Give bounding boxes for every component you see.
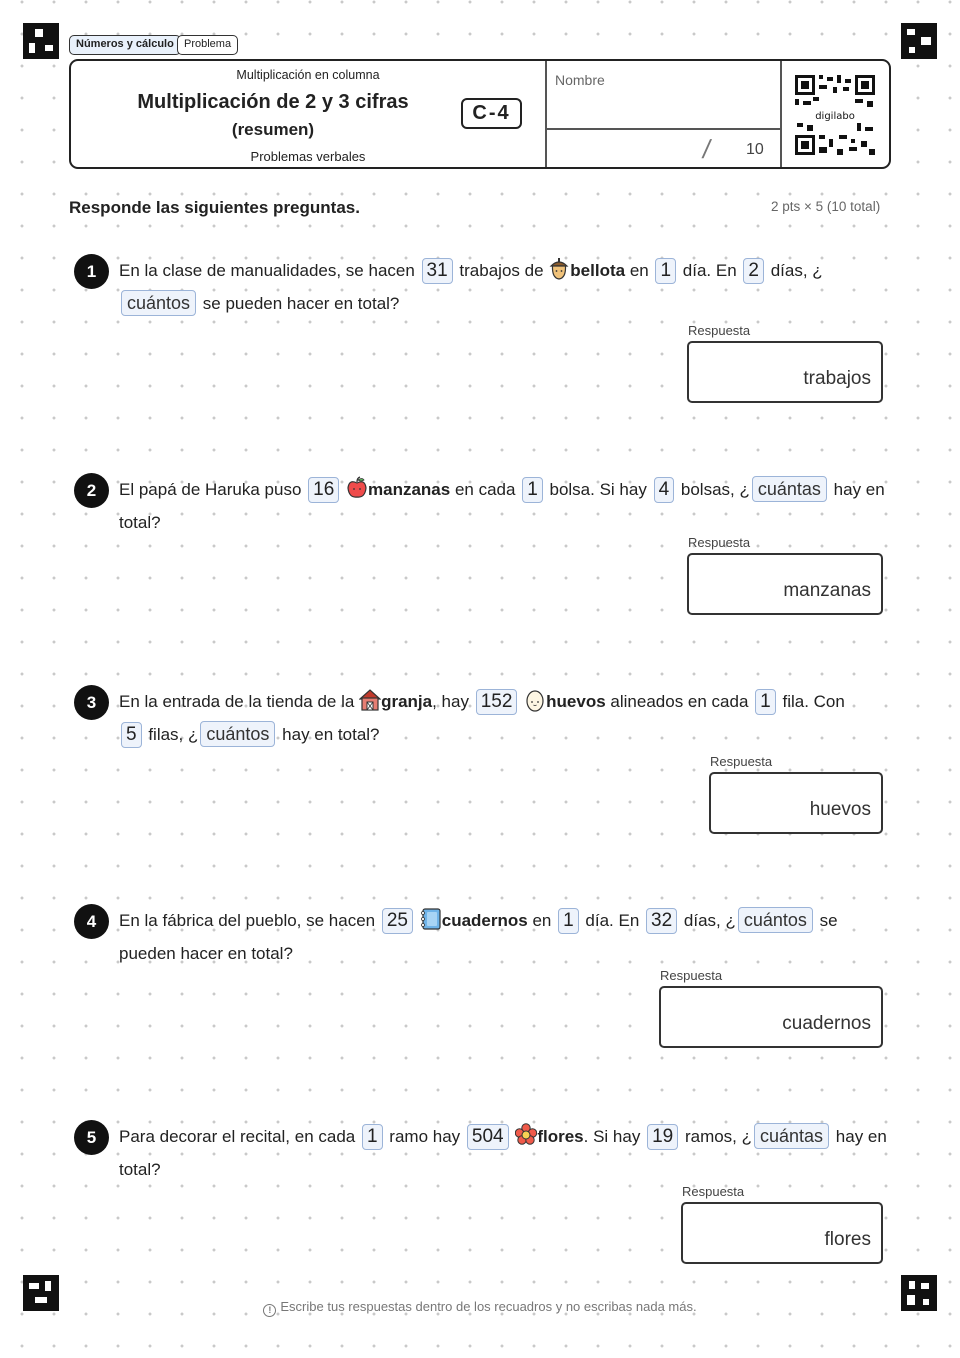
- question-number: 4: [74, 904, 109, 939]
- answer-box-3[interactable]: [709, 772, 883, 834]
- header-subtitle-bottom: Problemas verbales: [250, 149, 366, 164]
- points-info: 2 pts × 5 (10 total): [771, 199, 881, 214]
- acorn-icon: [548, 257, 570, 281]
- number-box: 31: [422, 258, 453, 284]
- type-tag: Problema: [177, 35, 238, 55]
- corner-marker-top-right: [901, 23, 937, 59]
- answer-unit: trabajos: [803, 368, 871, 389]
- answer-box-2[interactable]: [687, 553, 883, 615]
- apple-icon: [346, 476, 368, 500]
- instructions: Responde las siguientes preguntas.: [69, 198, 360, 217]
- answer-box-5[interactable]: [681, 1202, 883, 1264]
- worksheet-title: [71, 89, 475, 143]
- qr-code-icon: [793, 73, 877, 157]
- question-word-box: cuántos: [121, 290, 196, 316]
- number-box: 19: [647, 1124, 678, 1150]
- answer-label: Respuesta: [710, 754, 773, 769]
- bold-word: flores: [537, 1127, 584, 1146]
- bold-word: granja: [381, 692, 433, 711]
- answer-box-4[interactable]: [659, 986, 883, 1048]
- number-box: 4: [654, 477, 675, 503]
- answer-label: Respuesta: [660, 968, 723, 983]
- header-divider: [780, 61, 782, 167]
- number-box: 25: [382, 908, 413, 934]
- answer-label: Respuesta: [688, 323, 751, 338]
- worksheet-header: [69, 59, 891, 169]
- question-number: 3: [74, 685, 109, 720]
- answer-label: Respuesta: [682, 1184, 745, 1199]
- score-slash: /: [700, 134, 713, 164]
- question-text: El papá de Haruka puso 16 manzanas en cada 1 bolsa. Si hay 4 bolsas, ¿ cuántas hay en total?: [119, 473, 889, 539]
- question-word-box: cuántos: [738, 907, 813, 933]
- answer-unit: manzanas: [783, 580, 871, 601]
- question-word-box: cuántas: [754, 1123, 829, 1149]
- number-box: 5: [121, 722, 142, 748]
- title-line-1: Multiplicación de 2 y 3 cifras: [137, 91, 409, 113]
- question-number: 1: [74, 254, 109, 289]
- question-word-box: cuántas: [752, 476, 827, 502]
- number-box: 152: [476, 689, 518, 715]
- number-box: 1: [362, 1124, 383, 1150]
- question-word-box: cuántos: [200, 721, 275, 747]
- notebook-icon: [420, 907, 442, 931]
- number-box: 504: [467, 1124, 509, 1150]
- barn-icon: [359, 688, 381, 712]
- number-box: 1: [755, 689, 776, 715]
- header-divider: [545, 128, 780, 130]
- corner-marker-top-left: [23, 23, 59, 59]
- answer-label: Respuesta: [688, 535, 751, 550]
- bold-word: huevos: [546, 692, 606, 711]
- number-box: 2: [743, 258, 764, 284]
- worksheet-code: C-4: [461, 98, 522, 129]
- question-number: 2: [74, 473, 109, 508]
- number-box: 16: [308, 477, 339, 503]
- name-field-label: Nombre: [555, 72, 605, 88]
- bold-word: bellota: [570, 261, 626, 280]
- qr-label: digilabo: [815, 111, 855, 122]
- number-box: 1: [522, 477, 543, 503]
- flower-icon: [515, 1123, 537, 1147]
- title-line-2: (resumen): [231, 120, 315, 139]
- number-box: 32: [646, 908, 677, 934]
- question-text: En la fábrica del pueblo, se hacen 25 cuadernos en 1 día. En 32 días, ¿ cuántos se pueden hacer en total?: [119, 904, 889, 970]
- bold-word: cuadernos: [441, 911, 528, 930]
- egg-icon: [524, 688, 546, 712]
- question-text: En la clase de manualidades, se hacen 31 trabajos de bellota en 1 día. En 2 días, ¿ cuántos se pueden hacer en total?: [119, 254, 889, 320]
- answer-unit: flores: [824, 1229, 871, 1250]
- answer-box-1[interactable]: [687, 341, 883, 403]
- answer-unit: huevos: [809, 799, 871, 820]
- topic-tag: Números y cálculo: [69, 35, 181, 55]
- footer-note: [0, 1299, 960, 1317]
- answer-unit: cuadernos: [782, 1013, 871, 1034]
- name-field[interactable]: [547, 91, 778, 127]
- question-text: Para decorar el recital, en cada 1 ramo hay 504 flores. Si hay 19 ramos, ¿ cuántas hay en total?: [119, 1120, 889, 1186]
- score-total: 10: [746, 141, 764, 158]
- bold-word: manzanas: [368, 480, 451, 499]
- question-number: 5: [74, 1120, 109, 1155]
- info-icon: !: [263, 1304, 276, 1317]
- header-subtitle-top: Multiplicación en columna: [236, 68, 380, 82]
- number-box: 1: [655, 258, 676, 284]
- question-text: En la entrada de la tienda de la granja, hay 152 huevos alineados en cada 1 fila. Con 5 filas, ¿ cuántos hay en total?: [119, 685, 889, 751]
- footer-text: Escribe tus respuestas dentro de los recuadros y no escribas nada más.: [280, 1299, 697, 1314]
- number-box: 1: [558, 908, 579, 934]
